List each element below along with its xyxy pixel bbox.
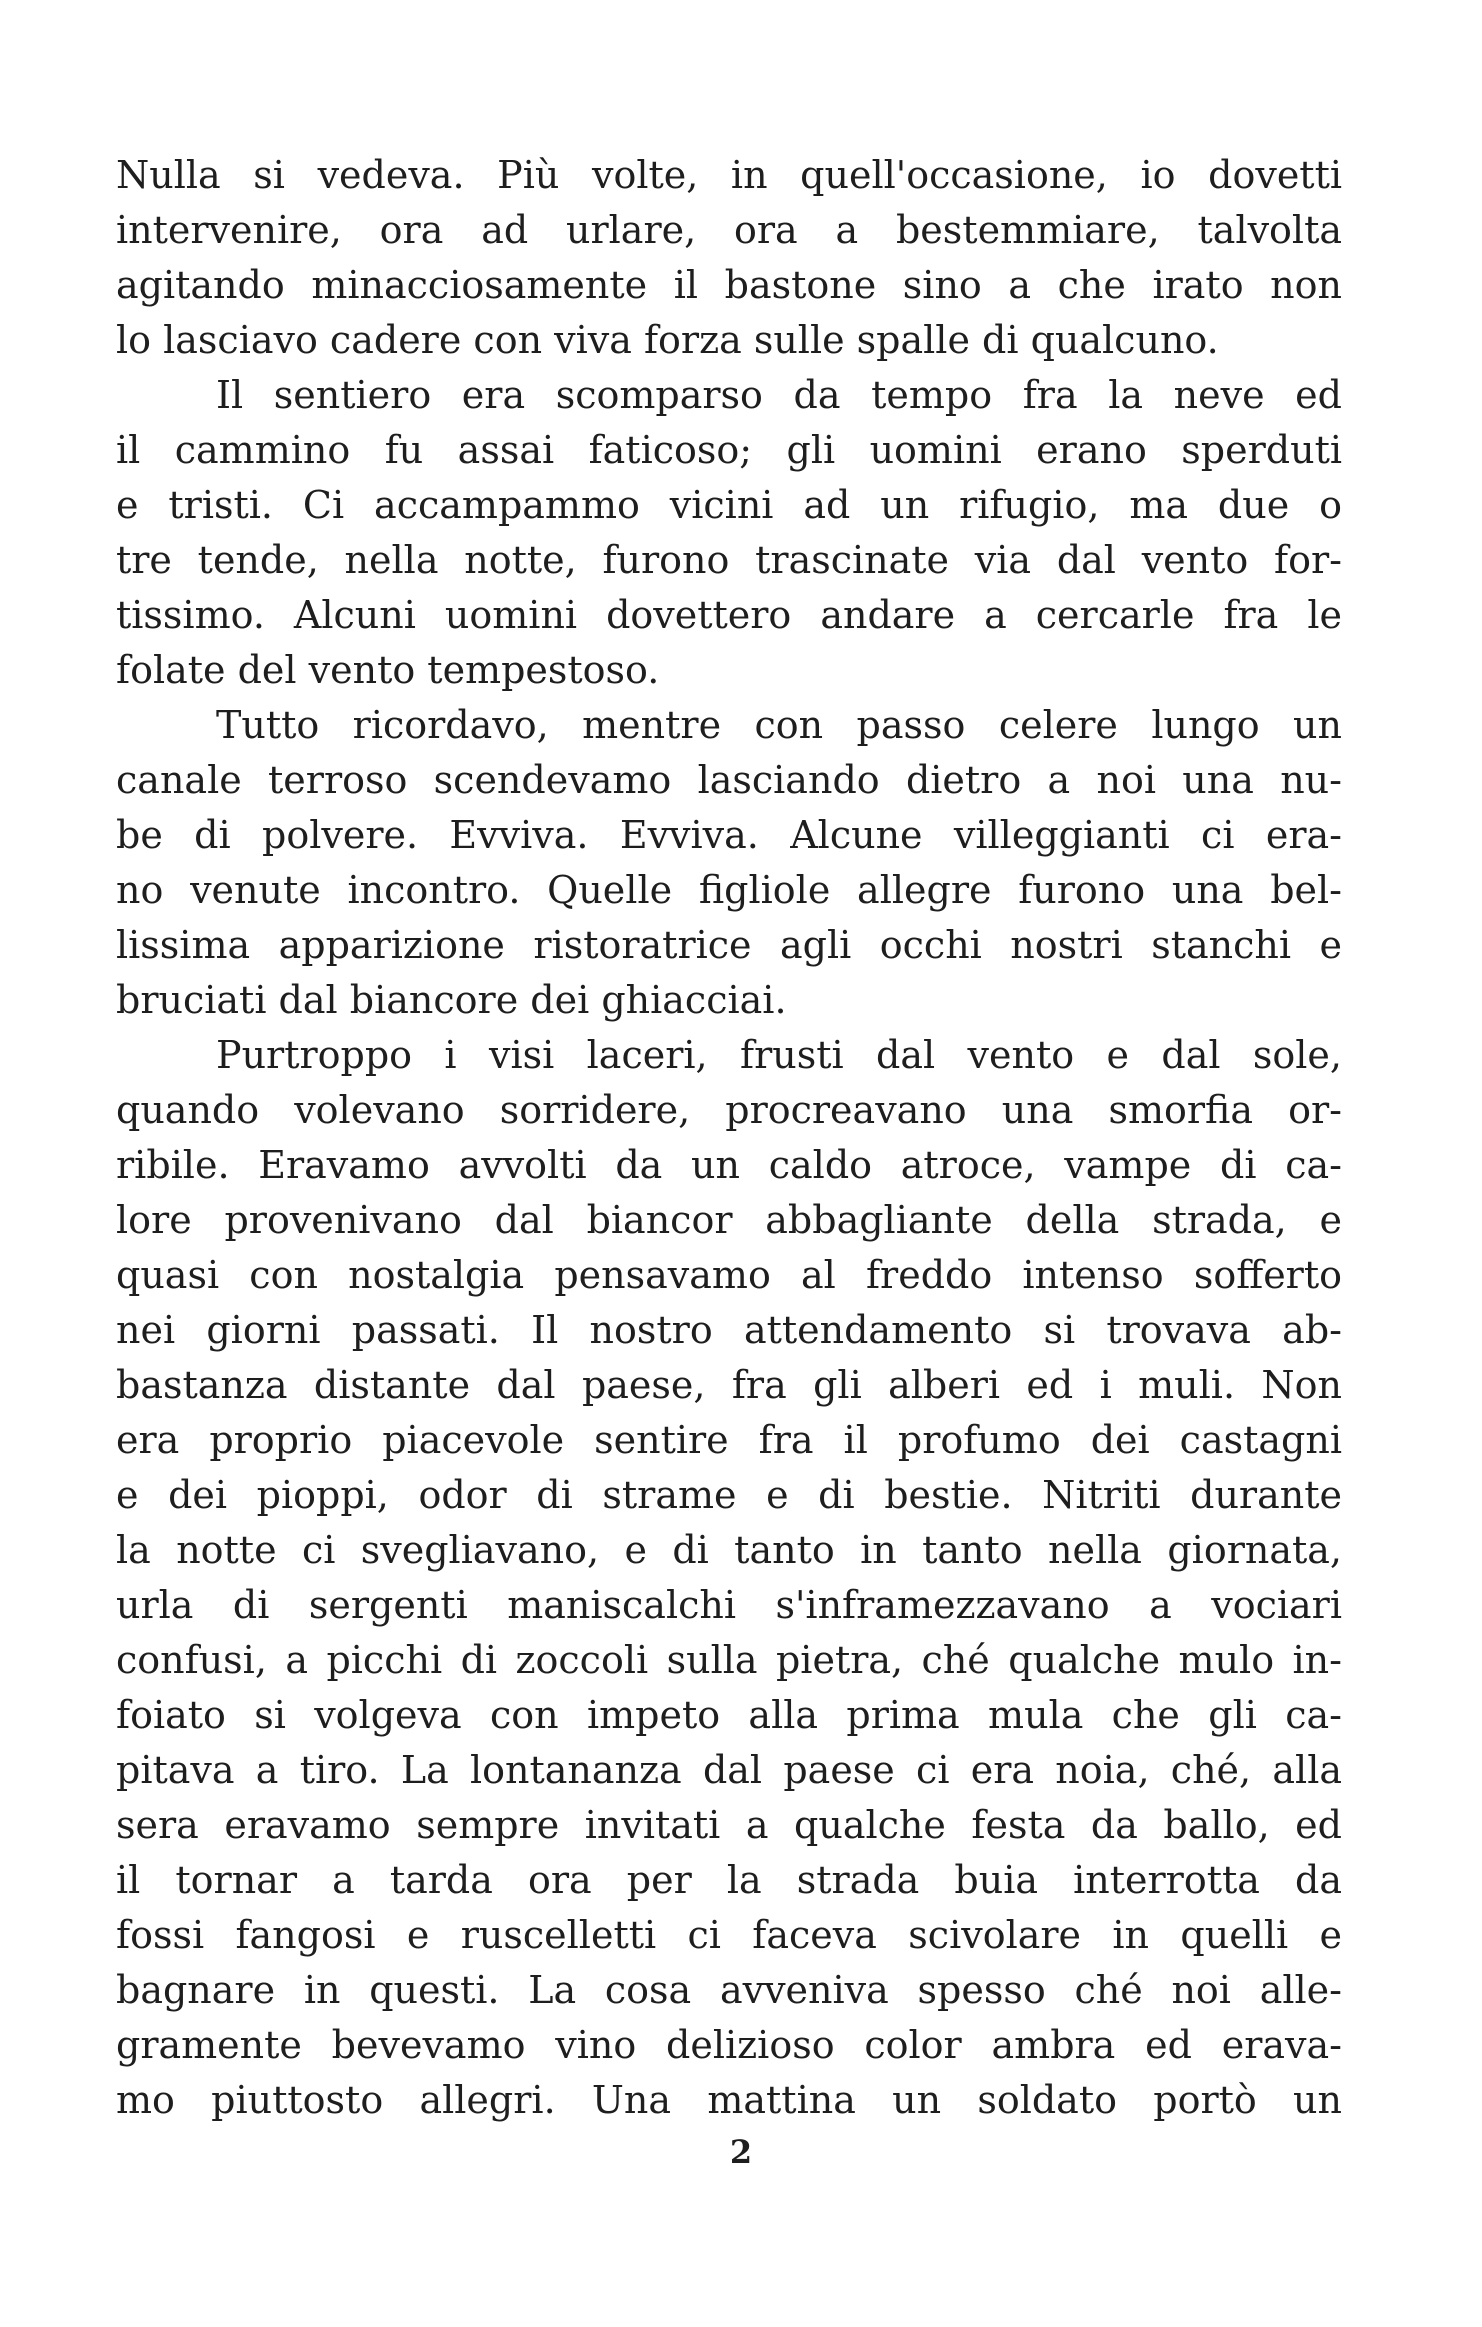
text-line: confusi, a picchi di zoccoli sulla pietra, ché qualche mulo in- bbox=[116, 1638, 1342, 1682]
body-text bbox=[116, 148, 1342, 2128]
text-line: quasi con nostalgia pensavamo al freddo intenso sofferto bbox=[116, 1253, 1342, 1297]
text-line: quando volevano sorridere, procreavano una smorfia or- bbox=[116, 1088, 1342, 1132]
text-line: agitando minacciosamente il bastone sino a che irato non bbox=[116, 263, 1342, 307]
text-line: lo lasciavo cadere con viva forza sulle spalle di qualcuno. bbox=[116, 318, 1219, 362]
text-line: mo piuttosto allegri. Una mattina un soldato portò un bbox=[116, 2078, 1342, 2122]
text-line: la notte ci svegliavano, e di tanto in tanto nella giornata, bbox=[116, 1528, 1342, 1572]
text-line: Nulla si vedeva. Più volte, in quell'occasione, io dovetti bbox=[116, 153, 1342, 197]
text-line: tre tende, nella notte, furono trascinate via dal vento for- bbox=[116, 538, 1342, 582]
text-line: bastanza distante dal paese, fra gli alberi ed i muli. Non bbox=[116, 1363, 1342, 1407]
text-line: lore provenivano dal biancor abbagliante della strada, e bbox=[116, 1198, 1342, 1242]
text-line: sera eravamo sempre invitati a qualche festa da ballo, ed bbox=[116, 1803, 1342, 1847]
text-line: fossi fangosi e ruscelletti ci faceva scivolare in quelli e bbox=[116, 1913, 1342, 1957]
text-line: il tornar a tarda ora per la strada buia interrotta da bbox=[116, 1858, 1342, 1902]
text-line: canale terroso scendevamo lasciando dietro a noi una nu- bbox=[116, 758, 1342, 802]
text-line: e tristi. Ci accampammo vicini ad un rifugio, ma due o bbox=[116, 483, 1342, 527]
text-line: e dei pioppi, odor di strame e di bestie. Nitriti durante bbox=[116, 1473, 1342, 1517]
text-line: ribile. Eravamo avvolti da un caldo atroce, vampe di ca- bbox=[116, 1143, 1342, 1187]
text-line: era proprio piacevole sentire fra il profumo dei castagni bbox=[116, 1418, 1342, 1462]
text-line: il cammino fu assai faticoso; gli uomini erano sperduti bbox=[116, 428, 1342, 472]
text-line: gramente bevevamo vino delizioso color ambra ed erava- bbox=[116, 2023, 1342, 2067]
text-line: bagnare in questi. La cosa avveniva spesso ché noi alle- bbox=[116, 1968, 1342, 2012]
text-line: folate del vento tempestoso. bbox=[116, 648, 660, 692]
text-line: Il sentiero era scomparso da tempo fra la neve ed bbox=[216, 373, 1342, 417]
text-line: intervenire, ora ad urlare, ora a bestemmiare, talvolta bbox=[116, 208, 1342, 252]
text-line: foiato si volgeva con impeto alla prima mula che gli ca- bbox=[116, 1693, 1342, 1737]
page-number: 2 bbox=[729, 2133, 753, 2171]
text-line: pitava a tiro. La lontananza dal paese ci era noia, ché, alla bbox=[116, 1748, 1342, 1792]
text-line: tissimo. Alcuni uomini dovettero andare a cercarle fra le bbox=[116, 593, 1342, 637]
text-line: Tutto ricordavo, mentre con passo celere lungo un bbox=[216, 703, 1342, 747]
text-line: urla di sergenti maniscalchi s'inframezzavano a vociari bbox=[116, 1583, 1342, 1627]
text-line: bruciati dal biancore dei ghiacciai. bbox=[116, 978, 787, 1022]
text-line: no venute incontro. Quelle figliole allegre furono una bel- bbox=[116, 868, 1342, 912]
text-line: be di polvere. Evviva. Evviva. Alcune villeggianti ci era- bbox=[116, 813, 1342, 857]
text-line: Purtroppo i visi laceri, frusti dal vento e dal sole, bbox=[216, 1033, 1342, 1077]
text-line: nei giorni passati. Il nostro attendamento si trovava ab- bbox=[116, 1308, 1342, 1352]
text-line: lissima apparizione ristoratrice agli occhi nostri stanchi e bbox=[116, 923, 1342, 967]
